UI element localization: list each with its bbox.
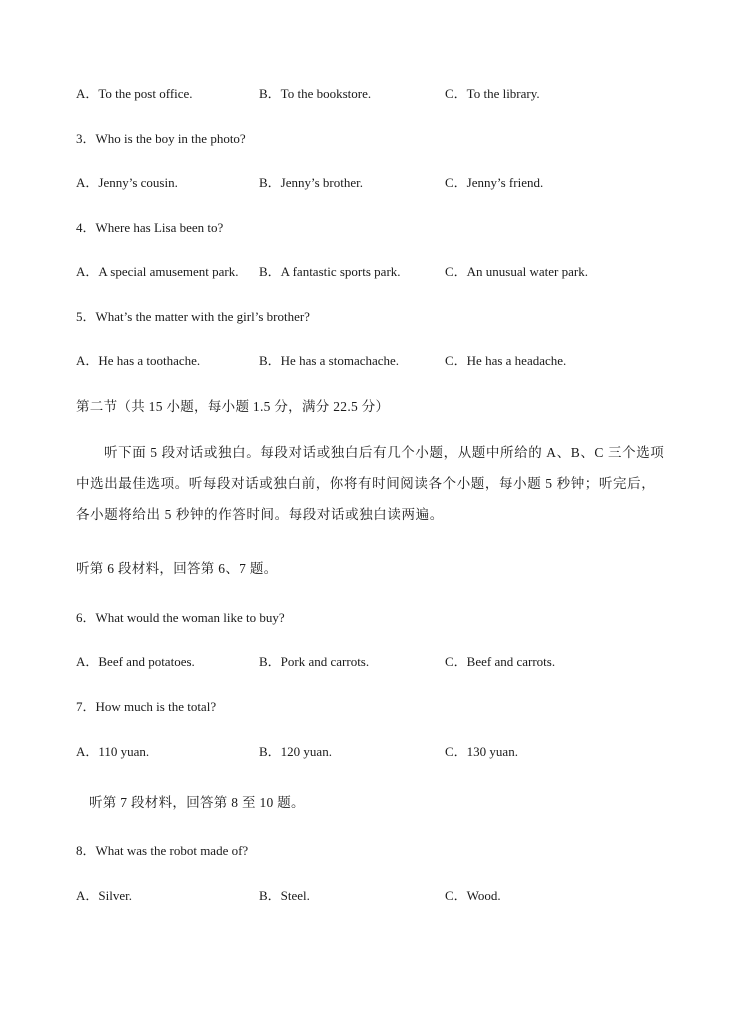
q4-option-c: C．An unusual water park. [445, 264, 588, 279]
q7-option-c: C．130 yuan. [445, 744, 518, 759]
instructions-text: 听下面 5 段对话或独白。每段对话或独白后有几个小题，从题中所给的 A、B、C 三个选项中选出最佳选项。听每段对话或独白前，你将有时间阅读各个小题，每小题 5 秒钟；听完后，各小题将给出 5 秒钟的作答时间。每段对话或独白读两遍。 [76, 445, 665, 522]
q6-option-b: B．Pork and carrots. [259, 654, 370, 669]
q2-option-a: A．To the post office. [76, 86, 193, 101]
q4-option-b: B．A fantastic sports park. [259, 264, 401, 279]
q4-option-a: A．A special amusement park. [76, 264, 239, 279]
q7-question: 7．How much is the total? [76, 699, 217, 714]
q8-option-c: C．Wood. [445, 888, 501, 903]
q5-question: 5．What’s the matter with the girl’s brother? [76, 309, 310, 324]
q2-option-c: C．To the library. [445, 86, 540, 101]
q2-option-b: B．To the bookstore. [259, 86, 372, 101]
q6-question: 6．What would the woman like to buy? [76, 610, 285, 625]
section-instructions [76, 437, 666, 530]
q7-option-b: B．120 yuan. [259, 744, 332, 759]
material-7-heading: 听第 7 段材料，回答第 8 至 10 题。 [89, 795, 305, 810]
q3-option-a: A．Jenny’s cousin. [76, 175, 178, 190]
section-heading: 第二节（共 15 小题，每小题 1.5 分，满分 22.5 分） [76, 399, 390, 414]
q3-option-b: B．Jenny’s brother. [259, 175, 363, 190]
q6-option-c: C．Beef and carrots. [445, 654, 556, 669]
q3-question: 3．Who is the boy in the photo? [76, 131, 246, 146]
q5-option-c: C．He has a headache. [445, 353, 567, 368]
q6-option-a: A．Beef and potatoes. [76, 654, 195, 669]
q8-option-a: A．Silver. [76, 888, 132, 903]
q7-option-a: A．110 yuan. [76, 744, 150, 759]
q8-question: 8．What was the robot made of? [76, 843, 249, 858]
q5-option-b: B．He has a stomachache. [259, 353, 400, 368]
q4-question: 4．Where has Lisa been to? [76, 220, 224, 235]
q5-option-a: A．He has a toothache. [76, 353, 201, 368]
q3-option-c: C．Jenny’s friend. [445, 175, 544, 190]
material-6-heading: 听第 6 段材料，回答第 6、7 题。 [76, 561, 278, 576]
q8-option-b: B．Steel. [259, 888, 310, 903]
